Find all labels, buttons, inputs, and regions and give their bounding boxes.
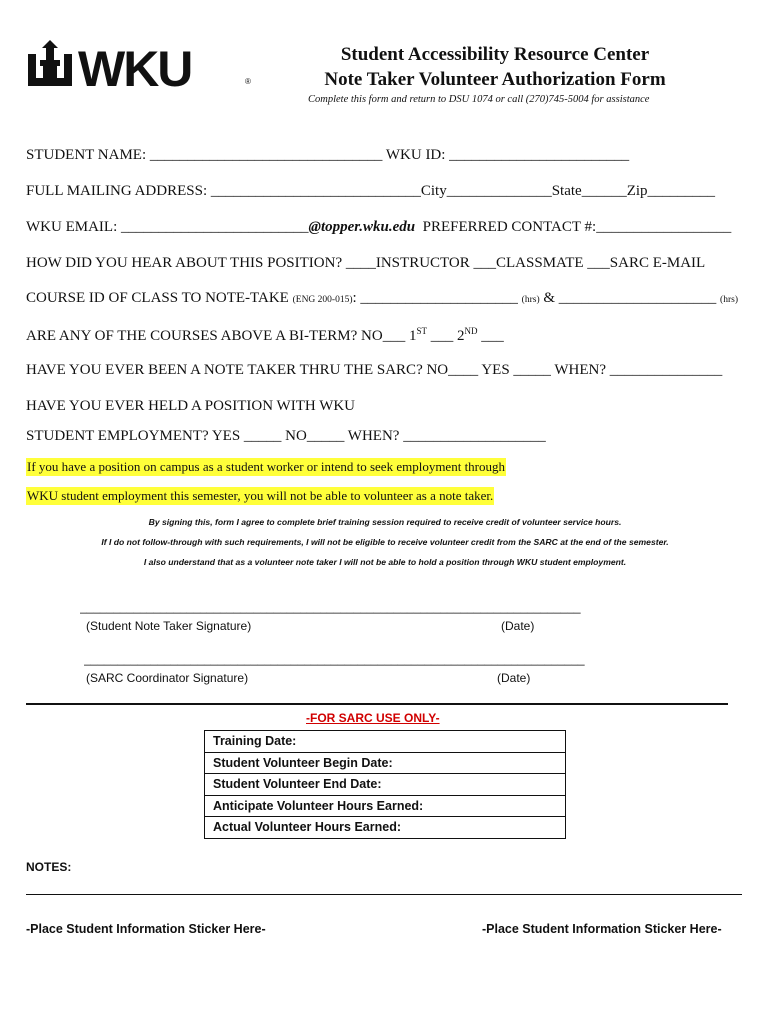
student-signature-line[interactable]: ___________________________________________________________________________ bbox=[80, 600, 581, 614]
sticker-placeholder-right: -Place Student Information Sticker Here- bbox=[482, 922, 722, 936]
svg-text:®: ® bbox=[245, 77, 251, 86]
sticker-placeholder-left: -Place Student Information Sticker Here- bbox=[26, 922, 266, 936]
sarc-use-heading: -FOR SARC USE ONLY- bbox=[306, 711, 440, 725]
student-name-field[interactable]: STUDENT NAME: _______________________________ WKU ID: ________________________ bbox=[26, 147, 630, 163]
coordinator-signature-line[interactable]: ___________________________________________________________________________ bbox=[84, 652, 585, 666]
email-domain: @topper.wku.edu bbox=[308, 219, 416, 235]
email-field[interactable] bbox=[26, 219, 731, 236]
course-id-blank2: & _____________________ bbox=[539, 290, 721, 306]
hours-label-2: (hrs) bbox=[720, 295, 738, 305]
biterm-end: ___ bbox=[477, 328, 504, 344]
email-prefix: WKU EMAIL: _________________________ bbox=[26, 219, 309, 235]
legal-text-1: By signing this, form I agree to complete brief training session required to receive credit of volunteer service hours. bbox=[148, 517, 622, 527]
section-divider bbox=[26, 703, 728, 705]
sarc-row-actual-hours: Actual Volunteer Hours Earned: bbox=[205, 816, 565, 838]
prior-note-taker-field[interactable]: HAVE YOU EVER BEEN A NOTE TAKER THRU THE SARC? NO____ YES _____ WHEN? _______________ bbox=[26, 362, 723, 378]
course-id-blank1: : _____________________ bbox=[352, 290, 522, 306]
form-title-line1: Student Accessibility Resource Center bbox=[340, 44, 650, 65]
sarc-row-begin-date: Student Volunteer Begin Date: bbox=[205, 752, 565, 774]
student-employment-field[interactable]: STUDENT EMPLOYMENT? YES _____ NO_____ WHEN? ___________________ bbox=[26, 428, 546, 444]
course-id-field[interactable] bbox=[26, 290, 738, 307]
notes-line[interactable] bbox=[26, 894, 742, 895]
student-date-label: (Date) bbox=[501, 619, 535, 633]
hours-label-1: (hrs) bbox=[521, 295, 540, 305]
notes-label: NOTES: bbox=[26, 860, 72, 874]
sarc-row-training-date: Training Date: bbox=[213, 734, 297, 748]
sarc-use-table bbox=[204, 730, 566, 839]
svg-text:WKU: WKU bbox=[78, 41, 192, 94]
wku-position-question: HAVE YOU EVER HELD A POSITION WITH WKU bbox=[26, 398, 356, 414]
legal-text-2: If I do not follow-through with such requirements, I will not be eligible to receive volunteer credit from the SARC at the end of the semester. bbox=[101, 537, 669, 547]
biterm-field[interactable] bbox=[26, 326, 504, 345]
coordinator-date-label: (Date) bbox=[497, 671, 531, 685]
biterm-nd: ND bbox=[464, 326, 478, 336]
biterm-question: ARE ANY OF THE COURSES ABOVE A BI-TERM? NO___ 1 bbox=[26, 328, 417, 344]
student-signature-label: (Student Note Taker Signature) bbox=[86, 619, 252, 633]
coordinator-signature-label: (SARC Coordinator Signature) bbox=[86, 671, 249, 685]
biterm-mid: ___ 2 bbox=[426, 328, 465, 344]
warning-line-1: If you have a position on campus as a student worker or intend to seek employment through bbox=[27, 459, 506, 474]
warning-line-2: WKU student employment this semester, you will not be able to volunteer as a note taker. bbox=[27, 488, 494, 503]
sarc-row-anticipated-hours: Anticipate Volunteer Hours Earned: bbox=[205, 795, 565, 817]
sarc-row-end-date: Student Volunteer End Date: bbox=[205, 773, 565, 795]
preferred-contact-field: PREFERRED CONTACT #:__________________ bbox=[422, 219, 732, 235]
course-id-example: (ENG 200-015) bbox=[292, 295, 353, 305]
wku-logo bbox=[26, 38, 261, 94]
legal-text-3: I also understand that as a volunteer note taker I will not be able to hold a position through WKU student employment. bbox=[143, 557, 627, 567]
form-instructions: Complete this form and return to DSU 1074 or call (270)745-5004 for assistance bbox=[308, 94, 650, 105]
mailing-address-field[interactable]: FULL MAILING ADDRESS: ____________________________City______________State______Zip_________ bbox=[26, 183, 716, 199]
course-id-label: COURSE ID OF CLASS TO NOTE-TAKE bbox=[26, 290, 293, 306]
biterm-st: ST bbox=[416, 326, 427, 336]
how-heard-field[interactable]: HOW DID YOU HEAR ABOUT THIS POSITION? ____INSTRUCTOR ___CLASSMATE ___SARC E-MAIL bbox=[26, 255, 706, 271]
form-title-line2: Note Taker Volunteer Authorization Form bbox=[324, 69, 666, 90]
